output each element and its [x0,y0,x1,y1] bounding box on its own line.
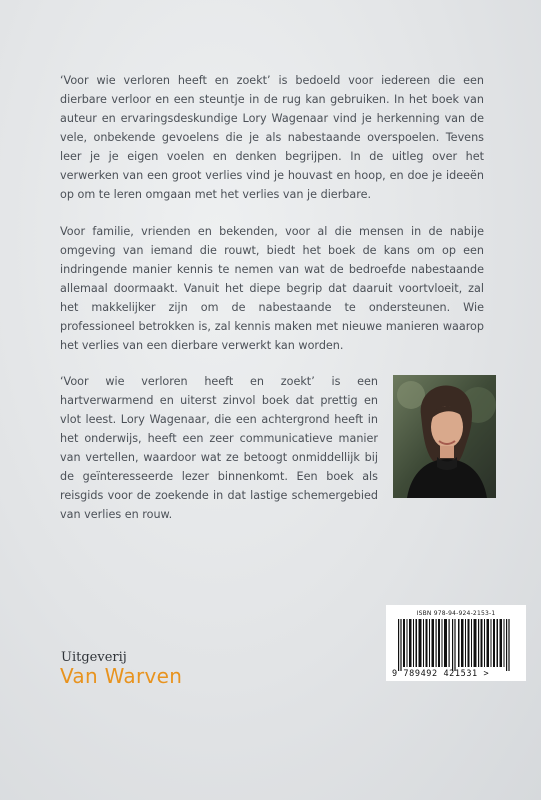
isbn-barcode [386,605,526,681]
isbn-label: ISBN 978-94-924-2153-1 [416,610,496,617]
blurb-paragraph-2: Voor familie, vrienden en bekenden, voor al die mensen in de nabije omgeving van iemand die rouwt, biedt het boek de kans om op een indringende manier kennis te nemen van wat de bedroefde nabestaande allemaal doormaakt. Vanuit het diepe begrip dat daaruit voortvloeit, zal het makkelijker zijn om de nabestaande te ondersteunen. Wie professioneel betrokken is, zal kennis maken met nieuwe manieren waarop het verlies van een dierbare verwerkt kan worden. [60,225,484,352]
publisher-label: Uitgeverij [61,650,127,665]
isbn-digits: 9 789492 421531 > [392,669,490,679]
blurb-paragraph-1: ‘Voor wie verloren heeft en zoekt’ is bedoeld voor iedereen die een dierbare verloor en een steuntje in de rug kan gebruiken. In het boek van auteur en ervaringsdeskundige Lory Wagenaar vind je herkenning van de vele, onbekende gevoelens die je als nabestaande overspoelen. Tevens leer je je eigen voelen en denken begrijpen. In de uitleg over het verwerken van een groot verlies vind je houvast en hoop, en doe je ideeën op om te leren omgaan met het verlies van je dierbare. [60,74,484,201]
author-photo [393,375,496,498]
barcode-bars [398,619,516,671]
blurb-paragraph-3: ‘Voor wie verloren heeft en zoekt’ is een hartverwarmend en uiterst zinvol boek dat prettig en vlot leest. Lory Wagenaar, die een achtergrond heeft in het onderwijs, heeft een zeer communicatieve manier van vertellen, waardoor wat ze betoogt onmiddellijk bij de geïnteresseerde lezer binnenkomt. Een boek als reisgids voor de zoekende in dat lastige schemergebied van verlies en rouw. [60,375,378,521]
publisher-logo: Van Warven [60,664,183,688]
